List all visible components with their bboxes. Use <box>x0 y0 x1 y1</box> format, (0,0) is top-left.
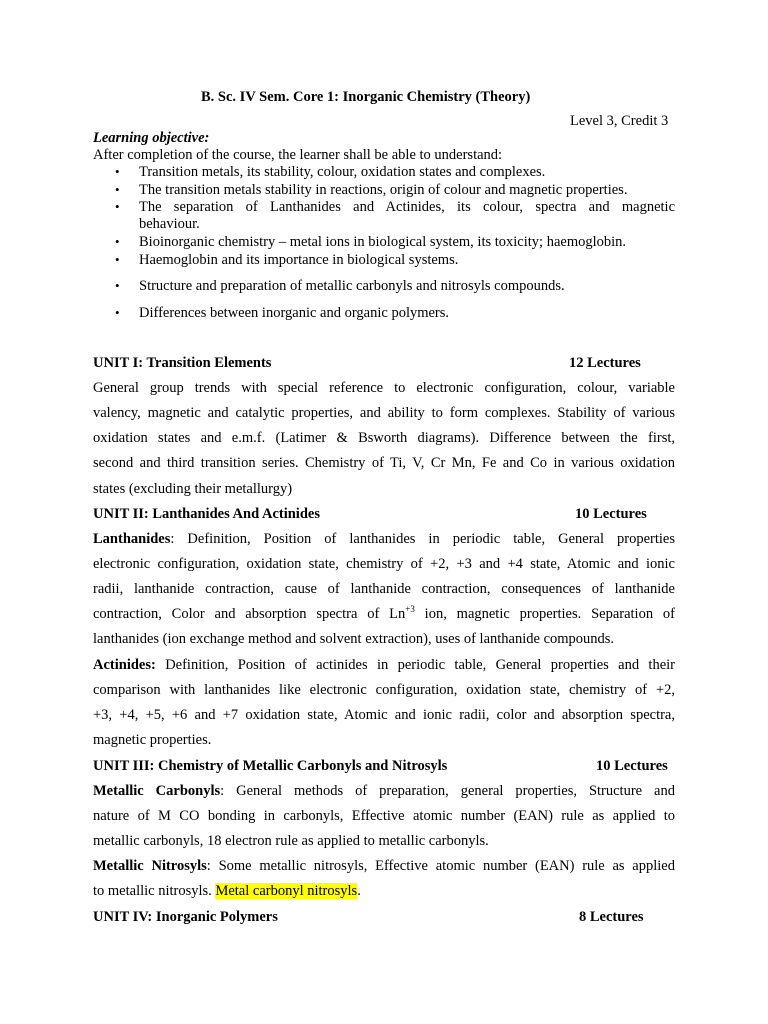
superscript-charge: +3 <box>405 604 415 614</box>
unit3-title: UNIT III: Chemistry of Metallic Carbonyls and Nitrosyls <box>93 758 448 774</box>
objective-item-text: The separation of Lanthanides and Actinides, its colour, spectra and magnetic <box>139 199 675 215</box>
course-title: B. Sc. IV Sem. Core 1: Inorganic Chemistry (Theory) <box>201 89 531 105</box>
unit4-lectures: 8 Lectures <box>579 909 644 925</box>
level-credit: Level 3, Credit 3 <box>570 113 669 129</box>
unit2-lectures: 10 Lectures <box>575 506 647 522</box>
lanthanides-text: ion, magnetic properties. Separation of <box>414 606 675 622</box>
actinides-label: Actinides: <box>93 657 156 673</box>
lanthanides-label: Lanthanides <box>93 531 171 547</box>
lanthanides-line: lanthanides (ion exchange method and solvent extraction), uses of lanthanide compounds. <box>93 631 615 647</box>
lanthanides-line: electronic configuration, oxidation state, chemistry of +2, +3 and +4 state, Atomic and ionic <box>93 556 675 572</box>
carbonyls-line <box>93 783 675 800</box>
objective-item-text: behaviour. <box>139 216 200 232</box>
lanthanides-text: contraction, Color and absorption spectra of Ln <box>93 606 406 622</box>
unit1-text-line: second and third transition series. Chemistry of Ti, V, Cr Mn, Fe and Co in various oxidation <box>93 455 675 471</box>
unit1-title: UNIT I: Transition Elements <box>93 355 272 371</box>
lanthanides-text: : Definition, Position of lanthanides in periodic table, General properties <box>170 531 675 547</box>
actinides-line: +3, +4, +5, +6 and +7 oxidation state, Atomic and ionic radii, color and absorption spectra, <box>93 707 675 723</box>
objective-intro: After completion of the course, the learner shall be able to understand: <box>93 147 503 163</box>
nitrosyls-text: : Some metallic nitrosyls, Effective atomic number (EAN) rule as applied <box>206 858 675 874</box>
bullet-icon: • <box>115 199 120 214</box>
objective-heading: Learning objective: <box>93 130 210 146</box>
unit1-text-line: oxidation states and e.m.f. (Latimer & Bsworth diagrams). Difference between the first, <box>93 430 675 446</box>
unit1-lectures: 12 Lectures <box>569 355 641 371</box>
objective-item-text: Haemoglobin and its importance in biological systems. <box>139 252 459 268</box>
highlighted-text: Metal carbonyl nitrosyls <box>215 883 358 899</box>
unit1-text-line: states (excluding their metallurgy) <box>93 481 293 497</box>
objective-item-text: Bioinorganic chemistry – metal ions in biological system, its toxicity; haemoglobin. <box>139 234 627 250</box>
actinides-line: comparison with lanthanides like electronic configuration, oxidation state, chemistry of +2, <box>93 682 675 698</box>
nitrosyls-text: . <box>357 883 361 899</box>
carbonyls-line: metallic carbonyls, 18 electron rule as applied to metallic carbonyls. <box>93 833 489 849</box>
bullet-icon: • <box>115 278 120 293</box>
unit4-title: UNIT IV: Inorganic Polymers <box>93 909 278 925</box>
carbonyls-label: Metallic Carbonyls <box>93 783 221 799</box>
lanthanides-line: radii, lanthanide contraction, cause of lanthanide contraction, consequences of lanthanide <box>93 581 675 597</box>
lanthanides-line <box>93 606 675 623</box>
nitrosyls-line <box>93 883 675 900</box>
lanthanides-line <box>93 531 675 548</box>
bullet-icon: • <box>115 182 120 197</box>
actinides-text: Definition, Position of actinides in periodic table, General properties and their <box>155 657 675 673</box>
nitrosyls-line <box>93 858 675 875</box>
bullet-icon: • <box>115 164 120 179</box>
carbonyls-line: nature of M CO bonding in carbonyls, Effective atomic number (EAN) rule as applied to <box>93 808 675 824</box>
unit2-title: UNIT II: Lanthanides And Actinides <box>93 506 320 522</box>
objective-item-text: Transition metals, its stability, colour, oxidation states and complexes. <box>139 164 546 180</box>
actinides-line: magnetic properties. <box>93 732 212 748</box>
bullet-icon: • <box>115 252 120 267</box>
unit3-lectures: 10 Lectures <box>596 758 668 774</box>
objective-item-text: Structure and preparation of metallic carbonyls and nitrosyls compounds. <box>139 278 565 294</box>
unit1-text-line: valency, magnetic and catalytic properties, and ability to form complexes. Stability of various <box>93 405 675 421</box>
nitrosyls-text: to metallic nitrosyls. <box>93 883 216 899</box>
carbonyls-text: : General methods of preparation, general properties, Structure and <box>220 783 675 799</box>
objective-item-text: The transition metals stability in reactions, origin of colour and magnetic properties. <box>139 182 628 198</box>
objective-item-text: Differences between inorganic and organic polymers. <box>139 305 450 321</box>
nitrosyls-label: Metallic Nitrosyls <box>93 858 207 874</box>
actinides-line <box>93 657 675 674</box>
bullet-icon: • <box>115 234 120 249</box>
bullet-icon: • <box>115 305 120 320</box>
unit1-text-line: General group trends with special reference to electronic configuration, colour, variable <box>93 380 675 396</box>
